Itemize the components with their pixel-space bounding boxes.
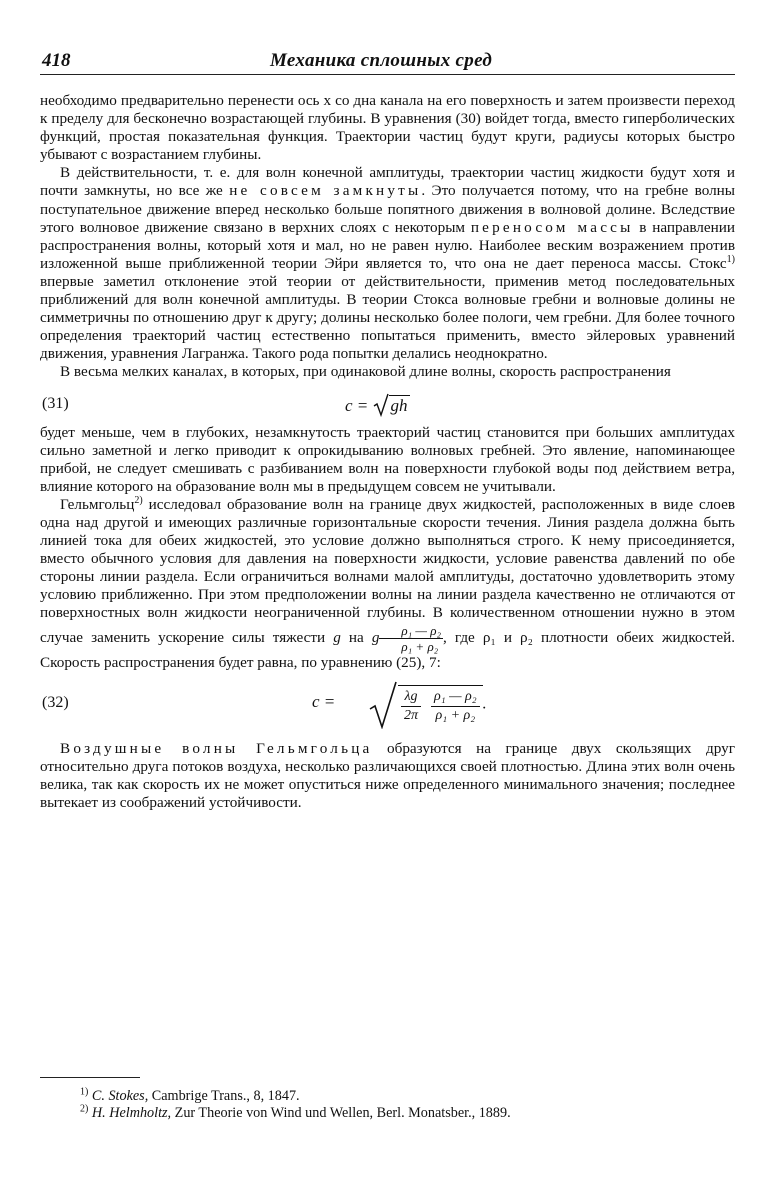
equation-period: . bbox=[482, 695, 487, 713]
fraction-numerator: ρ₁ — ρ₂ bbox=[379, 623, 443, 639]
fraction-denominator: 2π bbox=[404, 707, 419, 723]
paragraph-3: В весьма мелких каналах, в которых, при одинаковой длине волны, скорость распространения bbox=[60, 363, 671, 381]
footnote-mark: 1) bbox=[80, 1086, 89, 1098]
footnote-author: C. Stokes, bbox=[91, 1088, 149, 1104]
equation-lhs: c = bbox=[345, 395, 369, 415]
text-span: , где ρ₁ и ρ₂ плотности обеих жидкостей. Скорость распространения будет равна, по уравнению (25), 7: bbox=[40, 628, 736, 671]
footnote-mark: 2) bbox=[80, 1103, 89, 1115]
footnote-author: H. Helmholtz, bbox=[91, 1105, 172, 1121]
book-page bbox=[40, 0, 735, 1200]
footnote-rule bbox=[40, 1077, 140, 1078]
radicand bbox=[398, 685, 483, 725]
footnote-text: Zur Theorie von Wind und Wellen, Berl. Monatsber., 1889. bbox=[174, 1105, 511, 1121]
footnote-1 bbox=[40, 1088, 735, 1105]
fraction-denominator: ρ₁ + ρ₂ bbox=[401, 638, 439, 654]
fraction-numerator: ρ₁ — ρ₂ bbox=[431, 688, 480, 707]
page-body bbox=[40, 92, 735, 812]
footnotes bbox=[40, 1088, 735, 1122]
text-span: образуются на границе двух скользящих друг относительно друга потоков воздуха, несколько различающихся своей плотностью. Длина этих волн очень велика, так как скорость их не может опуститься ниже определенного минимального значения; последнее вытекает из соображений устойчивости. bbox=[40, 739, 735, 811]
equation-lhs: c = bbox=[312, 691, 336, 711]
radical-sign-icon bbox=[373, 393, 389, 417]
page-header bbox=[40, 44, 735, 74]
equation-number: (32) bbox=[42, 693, 69, 711]
text-span: в направлении распространения волны, который хотя и мал, но не равен нулю. Наиболее веским возражением против изложенной выше приближенной теории Эйри является то, что она не дает переноса массы. Стокс bbox=[40, 218, 736, 272]
fraction-lambda-g bbox=[401, 688, 421, 725]
fraction-denominator: ρ₁ + ρ₂ bbox=[435, 707, 476, 723]
equation-31-body bbox=[345, 393, 410, 417]
text-span: В действительности, т. е. для волн конечной амплитуды, траектории частиц жидкости будут хотя и почти замкнуты, но все же bbox=[40, 164, 735, 200]
footnote-ref-2: 2) bbox=[134, 494, 143, 506]
fraction-density bbox=[431, 688, 480, 725]
equation-31 bbox=[40, 386, 735, 422]
symbol-g: g bbox=[371, 628, 380, 646]
radical-sign-icon bbox=[368, 681, 398, 729]
spaced-emphasis: переносом массы bbox=[470, 218, 634, 236]
spaced-emphasis: Воздушные волны Гельмгольца bbox=[60, 739, 373, 757]
radicand: gh bbox=[390, 395, 408, 415]
running-title: Механика сплошных сред bbox=[270, 50, 493, 71]
text-span: исследовал образование волн на границе двух жидкостей, расположенных в виде слоев одна над другой и имеющих различные горизонтальные скорости течения. Линия раздела должна быть линией тока для обеих жидкостей, это условие должно выполняться строго. К нему присоединяется, вместо обычного условия для давления на поверхности жидкости, условие равенства давлений по обе стороны линии раздела. Если ограничиться волнами малой амплитуды, достаточно удовлетворить этому условию приближенно. При этом предположении волны на линии раздела качественно не отличаются от поверхностных волн жидкости неограниченной глубины. В количественном отношении нужно в этом случае заменить ускорение силы тяжести bbox=[40, 495, 736, 646]
symbol-g: g bbox=[333, 628, 341, 646]
page-number: 418 bbox=[42, 50, 71, 71]
paragraph-4: будет меньше, чем в глубоких, незамкнутость траекторий частиц становится при больших амплитудах сильно заметной и легко приводит к опрокидыванию волновых гребней. Это явление, напоминающее прибой, не следует смешивать с разбиванием волн на поверхности глубокой воды под действием ветра, влияние которого на образование волн мы в предыдущем совсем не учитывали. bbox=[40, 423, 735, 495]
fraction-numerator: λg bbox=[401, 688, 421, 707]
paragraph-1: необходимо предварительно перенести ось x со дна канала на его поверхность и затем произвести переход к пределу для бесконечно возрастающей глубины. В уравнения (30) войдет тогда, вместо гиперболических функций, простая показательная функция. Траектории частиц будут круги, радиусы которых быстро убывают с возрастанием глубины. bbox=[40, 92, 735, 164]
equation-32 bbox=[40, 676, 735, 730]
text-span: на bbox=[348, 628, 364, 646]
equation-32-body bbox=[368, 681, 487, 729]
footnote-ref-1: 1) bbox=[726, 253, 735, 265]
spaced-emphasis: не совсем замкнуты bbox=[229, 182, 422, 200]
paragraph-5 bbox=[40, 496, 735, 672]
footnote-2 bbox=[40, 1105, 735, 1122]
density-fraction bbox=[379, 623, 443, 654]
paragraph-6 bbox=[40, 740, 735, 812]
header-rule bbox=[40, 74, 735, 75]
paragraph-2 bbox=[40, 164, 735, 363]
text-span: . Это получается потому, что на гребне волны поступательное движение вперед несколько больше попятного движения в волновой долине. Вследствие этого волновое движение связано в верхних слоях с некоторым bbox=[40, 182, 736, 236]
text-span: впервые заметил отклонение этой теории от действительности, применив метод последовательных приближений для волн конечной амплитуды. В теории Стокса волновые гребни и волновые долины не симметричны по отношению друг к другу; долины несколько более пологи, чем гребни. Для более точного определения траекторий частиц естественно попытаться применить, вместо эйлеровых уравнений движения, уравнения Лагранжа. Такого рода попытки делались неоднократно. bbox=[40, 272, 735, 363]
equation-number: (31) bbox=[42, 394, 69, 412]
footnote-text: Cambrige Trans., 8, 1847. bbox=[151, 1088, 300, 1104]
text-span: Гельмгольц bbox=[60, 495, 135, 513]
